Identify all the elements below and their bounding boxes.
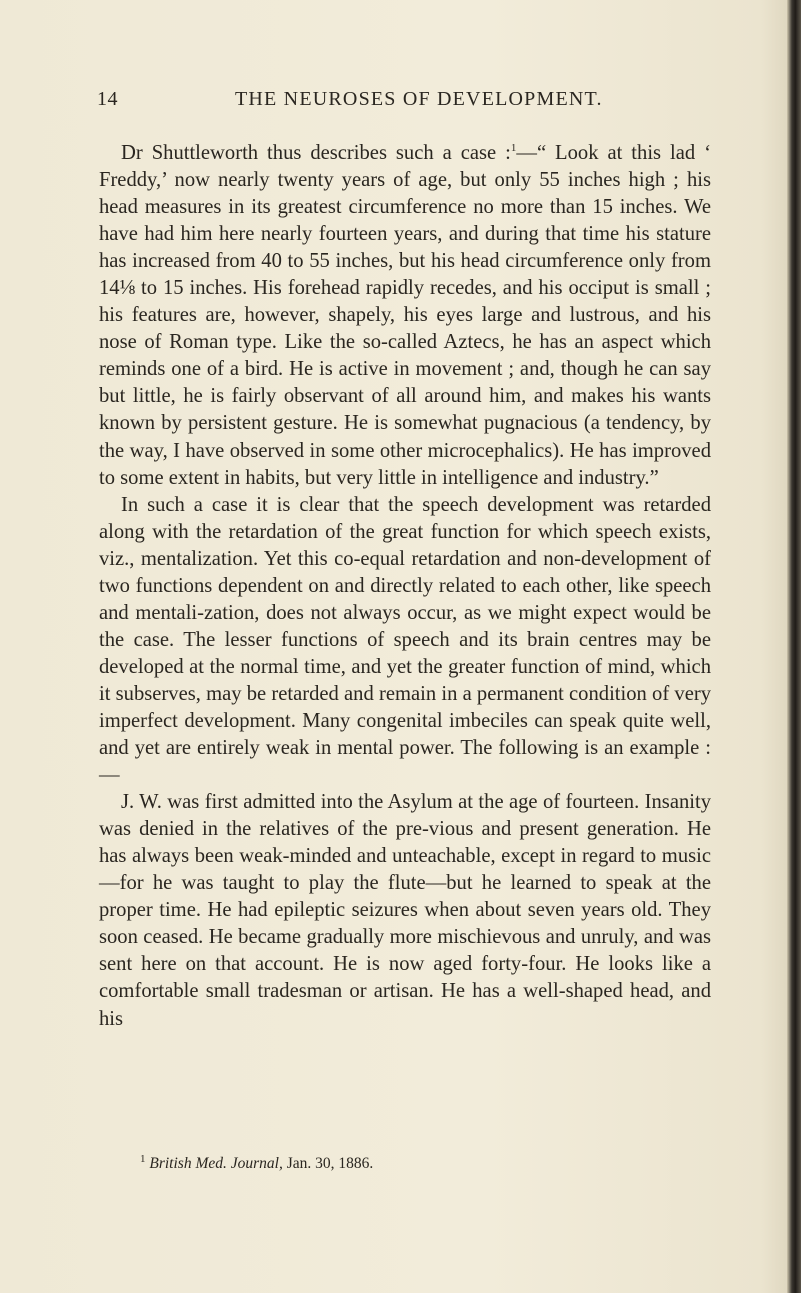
binding-edge xyxy=(787,0,801,1293)
running-head xyxy=(97,88,710,116)
page-number: 14 xyxy=(97,88,118,110)
footnote-marker: 1 xyxy=(140,1152,146,1165)
footnote-source: British Med. Journal, xyxy=(149,1155,283,1172)
footnote-reference: 1 xyxy=(510,142,517,155)
paragraph-3: J. W. was first admitted into the Asylum at the age of fourteen. Insanity was denied in the relatives of the pre-vious and present generation. He has always been weak-minded and unteachable, except in regard to music—for he was taught to play the flute—but he learned to speak at the proper time. He had epileptic seizures when about seven years old. They soon ceased. He became gradually more mischievous and unruly, and was sent here on that account. He is now aged forty-four. He looks like a comfortable small tradesman or artisan. He has a well-shaped head, and his xyxy=(99,791,711,1030)
paragraph-1-lead: Dr Shuttleworth thus describes such a case : xyxy=(121,142,511,164)
paragraph-1 xyxy=(99,140,711,492)
paragraph-1-quote: —“ Look at this lad ‘ Freddy,’ now nearly twenty years of age, but only 55 inches high ; his head measures in its greatest circumference no more than 15 inches. We have had him here nearly fourteen years, and during that time his stature has increased from 40 to 55 inches, but his head circumference only from 14⅛ to 15 inches. His forehead rapidly recedes, and his occiput is small ; his features are, however, shapely, his eyes large and lustrous, and his nose of Roman type. Like the so-called Aztecs, he has an aspect which reminds one of a bird. He is active in movement ; and, though he can say but little, he is fairly observant of all around him, and makes his wants known by persistent gesture. He is somewhat pugnacious (a tendency, by the way, I have observed in some other microcephalics). He has improved to some extent in habits, but very little in intelligence and industry.” xyxy=(99,142,711,489)
footnote xyxy=(140,1154,700,1174)
paragraph-2: In such a case it is clear that the speech development was retarded along with the retardation of the great function for which speech exists, viz., mentalization. Yet this co-equal retardation and non-development of two functions dependent on and directly related to each other, like speech and mentali-zation, does not always occur, as we might expect would be the case. The lesser functions of speech and its brain centres may be developed at the normal time, and yet the greater function of mind, which it subserves, may be retarded and remain in a permanent condition of very imperfect development. Many congenital imbeciles can speak quite well, and yet are entirely weak in mental power. The following is an example :— xyxy=(99,493,711,787)
body-text xyxy=(99,140,711,1033)
running-head-title: THE NEUROSES OF DEVELOPMENT. xyxy=(235,88,603,110)
footnote-date: Jan. 30, 1886. xyxy=(286,1155,374,1172)
